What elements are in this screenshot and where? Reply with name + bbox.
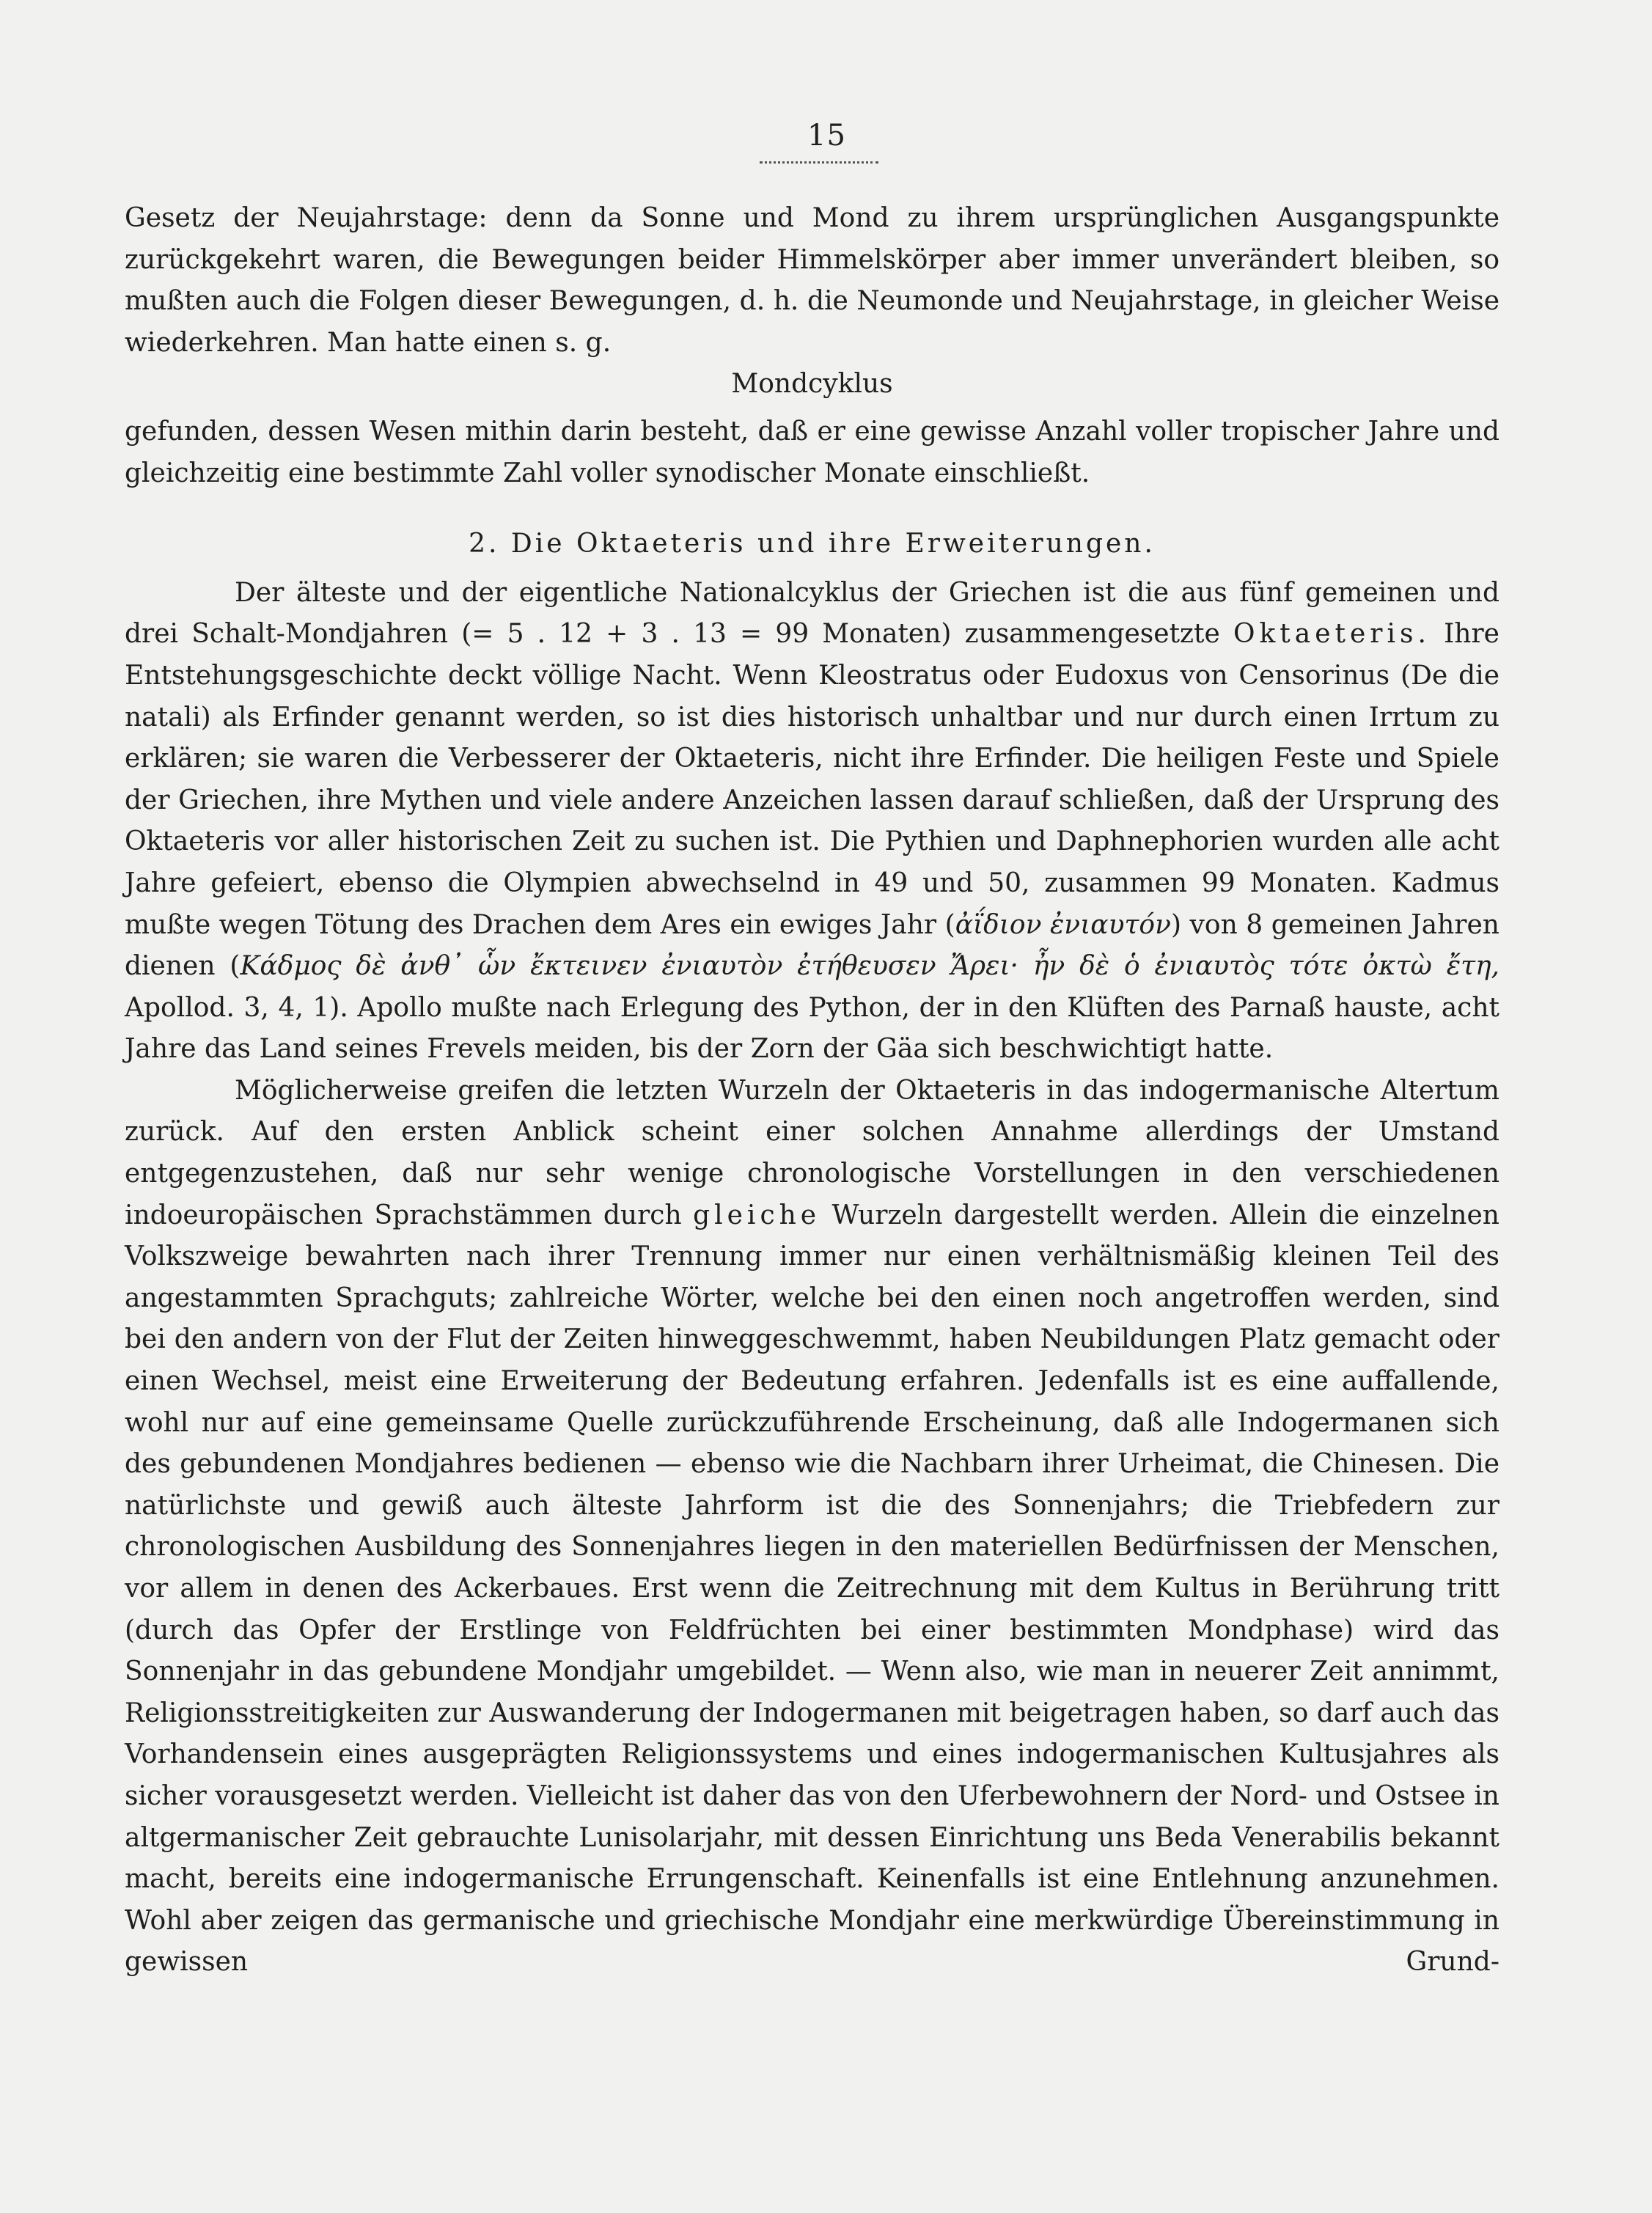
paragraph-3-part-b: Ihre Entstehungsgeschichte deckt völlige Nacht. Wenn Kleostratus oder Eudoxus von Censorinus (De die natali) als Erfinder genannt werden, so ist dies historisch unhaltbar und nur durch einen Irrtum zu erklären; sie waren die Verbesserer der Oktaeteris, nicht ihre Erfinder. Die heiligen Feste und Spiele der Griechen, ihre Mythen und viele andere Anzeichen lassen darauf schließen, daß der Ursprung des Oktaeteris vor aller historischen Zeit zu suchen ist. Die Pythien und Daphnephorien wurden alle acht Jahre gefeiert, ebenso die Olympien abwechselnd in 49 und 50, zusammen 99 Monaten. Kadmus mußte wegen Tötung des Drachen dem Ares ein ewiges Jahr ( (125, 619, 1499, 940)
paragraph-1: Gesetz der Neujahrstage: denn da Sonne und Mond zu ihrem ursprünglichen Ausgangspunkte zurückgekehrt waren, die Bewegungen beider Himmelskörper aber immer unverändert bleiben, so mußten auch die Folgen dieser Bewegungen, d. h. die Neumonde und Neujahrstage, in gleicher Weise wiederkehren. Man hatte einen s. g. (125, 203, 1499, 358)
term-oktaeteris: Oktaeteris. (1233, 619, 1431, 650)
paragraph-4 (125, 1071, 1499, 1983)
paragraph-3-part-d: Apollod. 3, 4, 1). Apollo mußte nach Erlegung des Python, der in den Klüften des Parnaß hauste, acht Jahre das Land seines Frevels meiden, bis der Zorn der Gäa sich beschwichtigt hatte. (125, 992, 1499, 1065)
page-number-rule (760, 161, 878, 164)
paragraph-4-part-a: Möglicherweise greifen die letzten Wurzeln der Oktaeteris in das indogermanische Altertum zurück. Auf den ersten Anblick scheint einer solchen Annahme allerdings der Umstand entgegenzustehen, daß nur sehr wenige chronologische Vorstellungen in den verschiedenen indoeuropäischen Sprachstämmen durch (125, 1075, 1499, 1230)
term-mondcyklus: Mondcyklus (731, 369, 893, 400)
term-gleiche: gleiche (693, 1200, 821, 1230)
body-text (125, 198, 1499, 1983)
paragraph-4-part-b: Wurzeln dargestellt werden. Allein die einzelnen Volkszweige bewahrten nach ihrer Trennung immer nur einen verhältnismäßig kleinen Teil des angestammten Sprachguts; zahlreiche Wörter, welche bei den einen noch angetroffen werden, sind bei den andern von der Flut der Zeiten hinweggeschwemmt, haben Neubildungen Platz gemacht oder einen Wechsel, meist eine Erweiterung der Bedeutung erfahren. Jedenfalls ist es eine auffallende, wohl nur auf eine gemeinsame Quelle zurückzuführende Erscheinung, daß alle Indogermanen sich des gebundenen Mondjahres bedienen — ebenso wie die Nachbarn ihrer Urheimat, die Chinesen. Die natürlichste und gewiß auch älteste Jahrform ist die des Sonnenjahrs; die Triebfedern zur chronologischen Ausbildung des Sonnenjahres liegen in den materiellen Bedürfnissen der Menschen, vor allem in denen des Ackerbaues. Erst wenn die Zeitrechnung mit dem Kultus in Berührung tritt (durch das Opfer der Erstlinge von Feldfrüchten bei einer bestimmten Mondphase) wird das Sonnenjahr in das gebundene Mondjahr umgebildet. — Wenn also, wie man in neuerer Zeit annimmt, Religionsstreitigkeiten zur Auswanderung der Indogermanen mit beigetragen haben, so darf auch das Vorhandensein eines ausgeprägten Religionssystems und eines indogermanischen Kultusjahres als sicher vorausgesetzt werden. Vielleicht ist daher das von den Uferbewohnern der Nord- und Ostsee in altgermanischer Zeit gebrauchte Lunisolarjahr, mit dessen Einrichtung uns Beda Venerabilis bekannt macht, bereits eine indogermanische Errungenschaft. Keinenfalls ist eine Entlehnung anzunehmen. Wohl aber zeigen das germanische und griechische Mondjahr eine merkwürdige Übereinstimmung in gewissen Grund- (125, 1200, 1499, 1978)
greek-quote: Κάδμος δὲ ἀνθ᾽ ὧν ἔκτεινεν ἐνιαυτὸν ἐτήθευσεν Ἄρει· ἦν δὲ ὁ ἐνιαυτὸς τότε ὀκτὼ ἔτη, (240, 951, 1499, 982)
paragraph-3 (125, 573, 1499, 1071)
section-heading: 2. Die Oktaeteris und ihre Erweiterungen. (469, 529, 1156, 559)
page-number: 15 (807, 119, 846, 153)
paragraph-3-part-a: Der älteste und der eigentliche Nationalcyklus der Griechen ist die aus fünf gemeinen und drei Schalt-Mondjahren (= 5 . 12 + 3 . 13 = 99 Monaten) zusammengesetzte (125, 577, 1499, 650)
paragraph-3-part-c: ) von 8 gemeinen Jahren dienen ( (125, 909, 1499, 982)
greek-phrase-1: ἀΐδιον ἐνιαυτόν (955, 909, 1171, 940)
paragraph-2: gefunden, dessen Wesen mithin darin besteht, daß er eine gewisse Anzahl voller tropischer Jahre und gleichzeitig eine bestimmte Zahl voller synodischer Monate einschließt. (125, 416, 1499, 488)
